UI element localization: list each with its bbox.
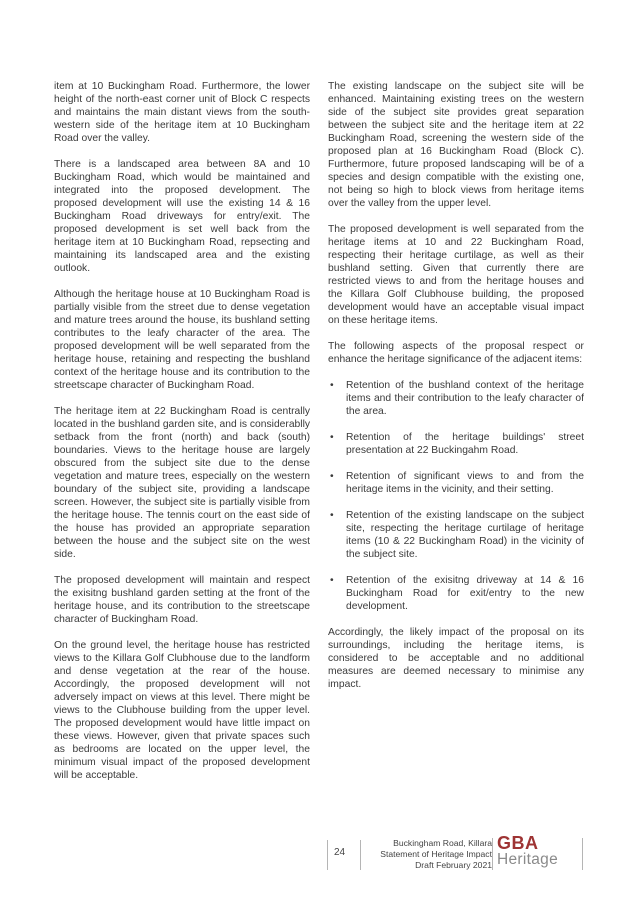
bullet-item <box>328 470 584 496</box>
bullet-text: Retention of the exisitng driveway at 14 & 16 Buckingham Road for exit/entry to the new development. <box>346 575 584 612</box>
footer-doc-date: Draft February 2021 <box>415 860 492 870</box>
logo-gba-text: GBA <box>497 833 539 853</box>
body-paragraph: The proposed development is well separated from the heritage items at 10 and 22 Buckingham Road, respecting their heritage curtilage, as well as their bushland setting. Given that currently there are restricted views to and from the heritage houses and the Killara Golf Clubhouse building, the proposed development would have an acceptable visual impact on these heritage items. <box>328 224 584 326</box>
footer-document-info <box>380 838 492 871</box>
body-paragraph: The proposed development will maintain and respect the exisitng bushland garden setting at the front of the heritage house, and its contribution to the streetscape character of Buckingham Road. <box>54 575 310 625</box>
body-paragraph: The following aspects of the proposal respect or enhance the heritage significance of the adjacent items: <box>328 341 584 365</box>
bullet-text: Retention of the heritage buildings' street presentation at 22 Buckingahm Road. <box>346 432 584 456</box>
right-column <box>328 80 584 704</box>
body-paragraph: The existing landscape on the subject site will be enhanced. Maintaining existing trees on the western side of the subject site provides great separation between the subject site and the heritage item at 22 Buckingham Road, screening the western side of the proposed plan at 16 Buckingham Road (Block C). Furthermore, future proposed landscaping will be of a species and design compatible with the existing one, not being so high to block views from heritage items over the valley from the upper level. <box>328 81 584 209</box>
footer-divider <box>327 840 328 870</box>
footer-doc-title: Statement of Heritage Impact <box>380 849 492 859</box>
body-paragraph: Accordingly, the likely impact of the proposal on its surroundings, including the heritage items, is considered to be acceptable and no additional measures are deemed necessary to minimise any impact. <box>328 627 584 690</box>
left-column <box>54 80 310 795</box>
body-paragraph: There is a landscaped area between 8A and 10 Buckingham Road, which would be maintained and integrated into the proposed development. The proposed development will use the existing 14 & 16 Buckingham Road driveways for entry/exit. The proposed development is set well back from the heritage item at 10 Buckingham Road, repsecting and maintaining its landscaped area and the existing outlook. <box>54 159 310 274</box>
bullet-marker: • <box>330 575 334 586</box>
body-paragraph: On the ground level, the heritage house has restricted views to the Killara Golf Clubhouse due to the landform and dense vegetation at the rear of the house. Accordingly, the proposed development will not adversely impact on views at this level. There might be views to the Clubhouse building from the upper level. The proposed development would have little impact on these views. However, given that private spaces such as bedrooms are located on the upper level, the minimum visual impact of the proposed development will be acceptable. <box>54 640 310 781</box>
bullet-marker: • <box>330 471 334 482</box>
bullet-item <box>328 509 584 561</box>
footer-divider <box>360 840 361 870</box>
bullet-item <box>328 431 584 457</box>
bullet-marker: • <box>330 380 334 391</box>
bullet-text: Retention of the existing landscape on the subject site, respecting the heritage curtilage of heritage items (10 & 22 Buckingham Road) in the vicinity of the subject site. <box>346 510 584 560</box>
body-paragraph: item at 10 Buckingham Road. Furthermore, the lower height of the north-east corner unit of Block C respects and maintains the main distant views from the south-western side of the heritage item at 10 Buckingham Road over the valley. <box>54 81 310 144</box>
footer-project: Buckingham Road, Killara <box>393 838 492 848</box>
bullet-list <box>328 379 584 613</box>
bullet-item <box>328 574 584 613</box>
bullet-text: Retention of significant views to and from the heritage items in the vicinity, and their setting. <box>346 471 584 495</box>
footer-divider <box>492 838 493 870</box>
body-paragraph: The heritage item at 22 Buckingham Road is centrally located in the bushland garden site, and is considerablly setback from the front (north) and back (south) boundaries. Views to the heritage house are largely obscured from the subject site due to the dense vegetation and mature trees, especially on the western boundary of the subject site, providing a landscape screen. However, the subject site is partially visible from the heritage house. The tennis court on the east side of the house has provided an appropriate separation between the house and the subject site on the west side. <box>54 406 310 560</box>
logo-heritage-text: Heritage <box>497 851 558 868</box>
body-paragraph: Although the heritage house at 10 Buckingham Road is partially visible from the street due to dense vegetation and mature trees around the house, its bushland setting contributes to the leafy character of the area. The proposed development will be well separated from the heritage house, retaining and respecting the bushland context of the heritage house and its contribution to the streetscape character of Buckingham Road. <box>54 289 310 391</box>
bullet-text: Retention of the bushland context of the heritage items and their contribution to the leafy character of the area. <box>346 380 584 417</box>
bullet-item <box>328 379 584 418</box>
bullet-marker: • <box>330 510 334 521</box>
gba-heritage-logo <box>497 834 558 868</box>
bullet-marker: • <box>330 432 334 443</box>
footer-divider <box>582 838 583 870</box>
page-number: 24 <box>334 847 346 858</box>
